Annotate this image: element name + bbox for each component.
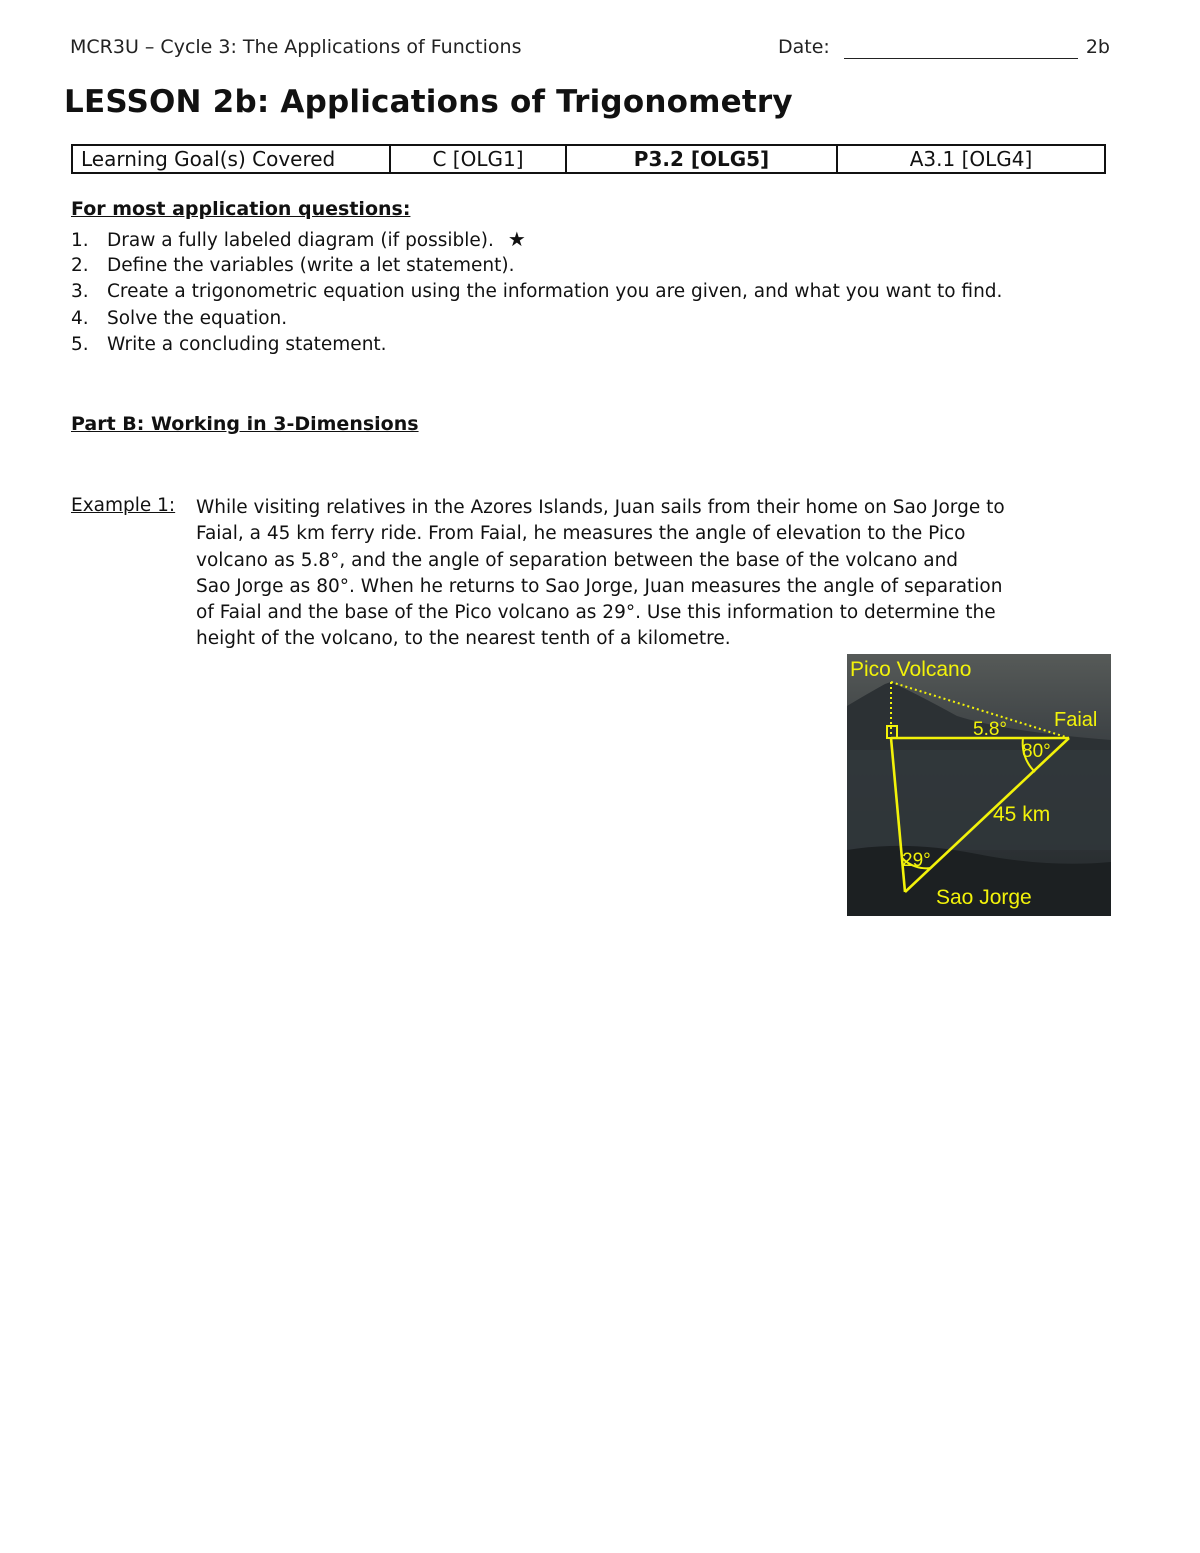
steps-list [71,226,1002,359]
label-elevation-angle: 5.8° [973,719,1008,740]
step-text: Define the variables (write a let statement). [107,254,515,276]
page-header [70,36,1110,64]
example-line: While visiting relatives in the Azores Islands, Juan sails from their home on Sao Jorge to [196,497,1005,518]
example-line: Sao Jorge as 80°. When he returns to Sao Jorge, Juan measures the angle of separation [196,575,1003,597]
course-title: MCR3U – Cycle 3: The Applications of Functions [70,36,522,58]
list-item [71,332,1002,359]
label-sao-jorge: Sao Jorge [936,886,1032,909]
label-faial-angle: 80° [1022,741,1051,762]
example-line: height of the volcano, to the nearest tenth of a kilometre. [196,628,731,650]
step-number: 1. [71,230,89,251]
example-line: Faial, a 45 km ferry ride. From Faial, he measures the angle of elevation to the Pico [196,523,966,545]
learning-goal-cell: A3.1 [OLG4] [837,145,1105,173]
example-line: of Faial and the base of the Pico volcano as 29°. Use this information to determine the [196,602,996,624]
example-line: volcano as 5.8°, and the angle of separation between the base of the volcano and [196,549,959,571]
volcano-diagram-svg [847,654,1111,916]
list-item [71,279,1002,306]
example-text [196,495,1005,653]
list-item [71,253,1002,280]
label-sao-jorge-angle: 29° [902,850,931,871]
step-number: 5. [71,334,89,355]
label-pico-volcano: Pico Volcano [850,658,972,681]
step-number: 2. [71,254,89,276]
learning-goals-table [71,144,1106,174]
step-text: Create a trigonometric equation using the information you are given, and what you want to find. [107,281,1003,302]
step-text: Solve the equation. [107,307,288,329]
step-text: Write a concluding statement. [107,334,387,355]
learning-goals-label: Learning Goal(s) Covered [72,145,390,173]
date-label: Date: [778,36,830,58]
sea [847,750,1111,850]
date-blank-line [844,58,1078,59]
example-label: Example 1: [71,495,176,516]
star-icon: ★ [507,227,526,251]
list-item [71,306,1002,333]
part-b-heading: Part B: Working in 3-Dimensions [71,413,419,435]
label-faial: Faial [1054,709,1098,731]
learning-goal-cell: P3.2 [OLG5] [566,145,837,173]
learning-goal-cell: C [OLG1] [390,145,566,173]
steps-heading: For most application questions: [71,198,411,220]
lesson-title: LESSON 2b: Applications of Trigonometry [64,84,793,120]
label-distance: 45 km [993,803,1051,826]
step-text: Draw a fully labeled diagram (if possible). [107,230,494,251]
step-number: 4. [71,307,89,329]
lesson-code: 2b [1085,36,1110,58]
step-number: 3. [71,281,89,302]
volcano-diagram [847,654,1111,916]
list-item [71,226,1002,253]
